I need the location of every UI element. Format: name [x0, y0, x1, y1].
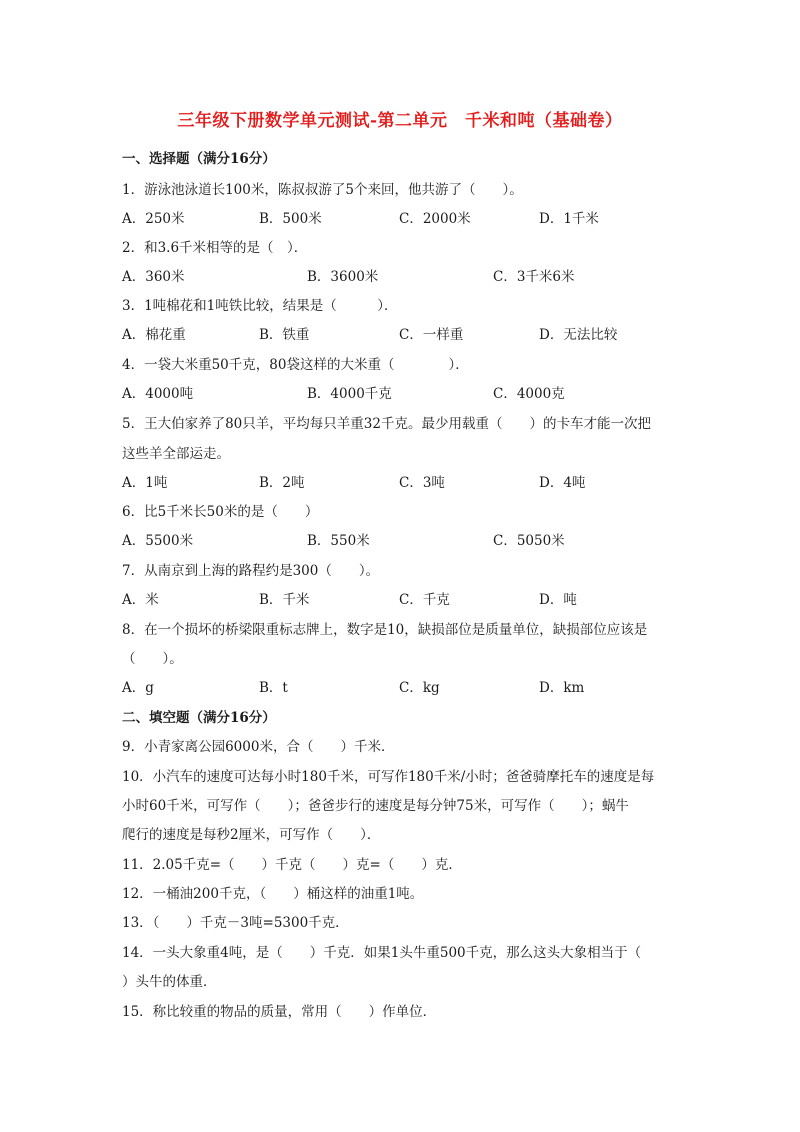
- question-8-line-2: （ ）。: [122, 651, 183, 667]
- question-1: 1．游泳池泳道长100米，陈叔叔游了5个来回，他共游了（ ）。: [122, 182, 523, 198]
- question-2: 2．和3.6千米相等的是（ ）．: [122, 240, 308, 256]
- question-4: 4．一袋大米重50千克，80袋这样的大米重（ ）．: [122, 357, 469, 373]
- question-11: 11．2.05千克=（ ）千克（ ）克=（ ）克．: [122, 857, 462, 873]
- option-a: A．g: [122, 680, 154, 696]
- question-14-line-2: ）头牛的体重．: [122, 974, 217, 990]
- option-c: C．5050米: [493, 533, 565, 549]
- option-a: A．1吨: [122, 475, 168, 491]
- question-5-line-1: 5．王大伯家养了80只羊，平均每只羊重32千克。最少用载重（ ）的卡车才能一次把: [122, 416, 651, 432]
- option-b: B．500米: [259, 211, 322, 227]
- question-5-options: [122, 474, 682, 492]
- question-8-line-1: 8．在一个损坏的桥梁限重标志牌上，数字是10，缺损部位是质量单位，缺损部位应该是: [122, 622, 648, 638]
- option-c: C．3吨: [399, 475, 445, 491]
- question-6: 6．比5千米长50米的是（ ）: [122, 504, 319, 520]
- question-3-options: [122, 326, 682, 344]
- option-b: B．4000千克: [307, 386, 392, 402]
- option-a: A．米: [122, 592, 159, 608]
- question-6-options: [122, 532, 682, 550]
- option-d: D．1千米: [539, 211, 599, 227]
- option-b: B．3600米: [307, 269, 379, 285]
- question-5-line-2: 这些羊全部运走。: [122, 446, 230, 462]
- question-9: 9．小青家离公园6000米，合（ ）千米．: [122, 739, 395, 755]
- question-13: 13．（ ）千克－3吨=5300千克．: [122, 915, 349, 931]
- question-10-line-2: 小时60千米，可写作（ ）；爸爸步行的速度是每分钟75米，可写作（ ）；蜗牛: [122, 798, 629, 814]
- option-c: C．千克: [399, 592, 450, 608]
- option-c: C．3千米6米: [493, 269, 575, 285]
- option-b: B．2吨: [259, 475, 305, 491]
- page-title: 三年级下册数学单元测试-第二单元 千米和吨（基础卷）: [177, 111, 623, 131]
- question-10-line-1: 10．小汽车的速度可达每小时180千米，可写作180千米/小时；爸爸骑摩托车的速度是每: [122, 769, 655, 785]
- question-8-options: [122, 679, 682, 697]
- option-b: B．千米: [259, 592, 310, 608]
- question-7-options: [122, 591, 682, 609]
- question-12: 12．一桶油200千克，（ ）桶这样的油重1吨。: [122, 886, 424, 902]
- section-heading-fill-in: 二、填空题（满分16分）: [122, 710, 276, 726]
- option-c: C．2000米: [399, 211, 471, 227]
- option-c: C．一样重: [399, 327, 464, 343]
- question-14-line-1: 14．一头大象重4吨，是（ ）千克．如果1头牛重500千克，那么这头大象相当于（: [122, 945, 642, 961]
- option-d: D．km: [539, 680, 585, 696]
- option-c: C．4000克: [493, 386, 565, 402]
- option-a: A．棉花重: [122, 327, 186, 343]
- question-10-line-3: 爬行的速度是每秒2厘米，可写作（ ）．: [122, 827, 381, 843]
- option-d: D．吨: [539, 592, 577, 608]
- question-1-options: [122, 210, 682, 228]
- question-2-options: [122, 268, 682, 286]
- question-7: 7．从南京到上海的路程约是300（ ）。: [122, 563, 380, 579]
- option-a: A．360米: [122, 269, 185, 285]
- option-a: A．5500米: [122, 533, 194, 549]
- option-a: A．250米: [122, 211, 185, 227]
- question-15: 15．称比较重的物品的质量，常用（ ）作单位．: [122, 1004, 437, 1020]
- option-b: B．铁重: [259, 327, 310, 343]
- option-d: D．无法比较: [539, 327, 618, 343]
- option-c: C．kg: [399, 680, 440, 696]
- option-b: B．t: [259, 680, 288, 696]
- option-b: B．550米: [307, 533, 370, 549]
- section-heading-choice: 一、选择题（满分16分）: [122, 151, 276, 167]
- option-a: A．4000吨: [122, 386, 194, 402]
- question-3: 3．1吨棉花和1吨铁比较，结果是（ ）．: [122, 298, 398, 314]
- option-d: D．4吨: [539, 475, 586, 491]
- question-4-options: [122, 385, 682, 403]
